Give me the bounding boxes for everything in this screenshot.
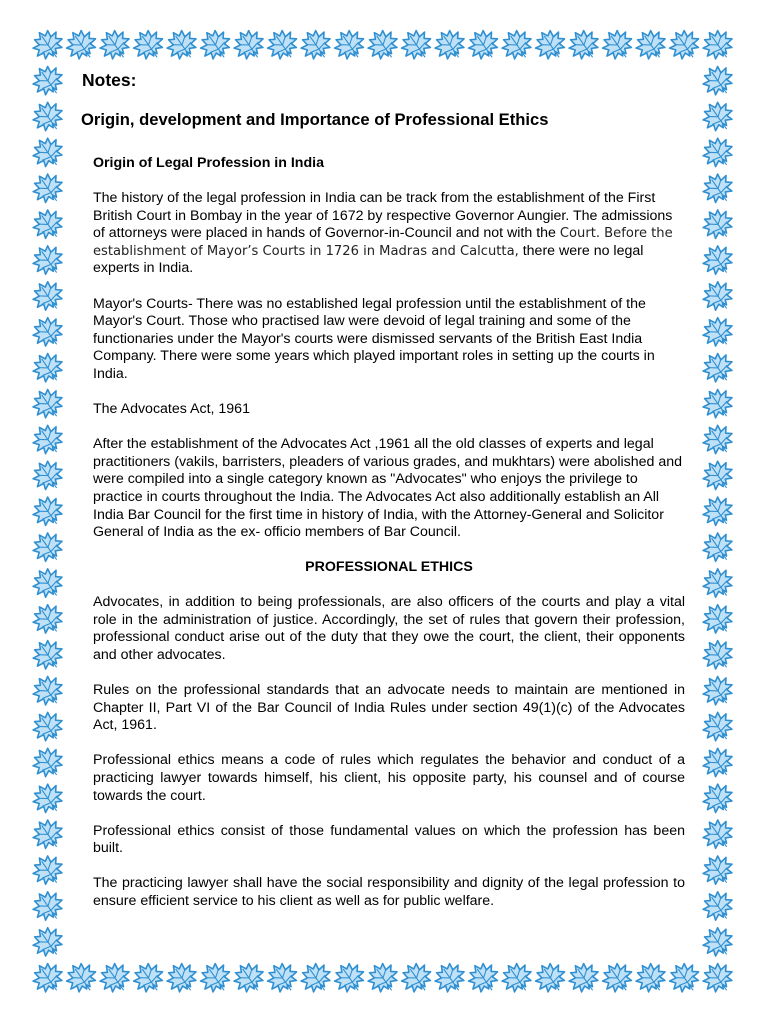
section-heading-origin: Origin of Legal Profession in India [93,155,324,171]
document-body [93,155,685,928]
section-heading-professional-ethics: PROFESSIONAL ETHICS [305,559,473,576]
paragraph-history-part1: The history of the legal profession in India can be track from the establishment of the First British Court in Bombay in the year of 1672 by respective Governor Aungier. The admissions of attorneys were placed in hands of Governor-in-Council and not with the [93,190,673,242]
paragraph-mayors-courts: Mayor's Courts- There was no established legal profession until the establishment of the Mayor's Court. Those who practised law were devoid of legal training and some of the functionaries under the Mayor's courts were dismissed servants of the British East India Company. There were some years which played important roles in setting up the courts in India. [93,295,655,382]
paragraph-fundamental-values: Professional ethics consist of those fundamental values on which the profession has been built. [93,822,685,857]
paragraph-history-part3: there were no legal experts in India. [93,242,644,277]
paragraph-history [93,190,685,278]
paragraph-rules-standards: Rules on the professional standards that an advocate needs to maintain are mentioned in Chapter II, Part VI of the Bar Council of India Rules under section 49(1)(c) of the Advocates Act, 1961. [93,682,685,734]
section-heading-advocates-act: The Advocates Act, 1961 [93,401,250,418]
paragraph-history-part2: Court. Before the establishment of Mayor’s Courts in 1726 in Madras and Calcutta, [93,226,673,259]
document-title: Origin, development and Importance of Professional Ethics [81,110,549,129]
paragraph-social-responsibility: The practicing lawyer shall have the social responsibility and dignity of the legal profession to ensure efficient service to his client as well as for public welfare. [93,875,685,909]
notes-label: Notes: [82,70,137,90]
paragraph-ethics-meaning: Professional ethics means a code of rules which regulates the behavior and conduct of a practicing lawyer towards himself, his client, his opposite party, his counsel and of course towards the court. [93,752,685,804]
paragraph-officers-of-court: Advocates, in addition to being professionals, are also officers of the courts and play a vital role in the administration of justice. Accordingly, the set of rules that govern their profession, professional conduct arise out of the duty that they owe the court, the client, their opponents and other advocates. [93,594,685,664]
paragraph-advocates-act: After the establishment of the Advocates Act ,1961 all the old classes of experts and legal practitioners (vakils, barristers, pleaders of various grades, and mukhtars) were abolished and were compiled into a single category known as "Advocates" who enjoys the privilege to practice in courts throughout the India. The Advocates Act also additionally establish an All India Bar Council for the first time in history of India, with the Attorney-General and Solicitor General of India as the ex- officio members of Bar Council. [93,436,683,541]
